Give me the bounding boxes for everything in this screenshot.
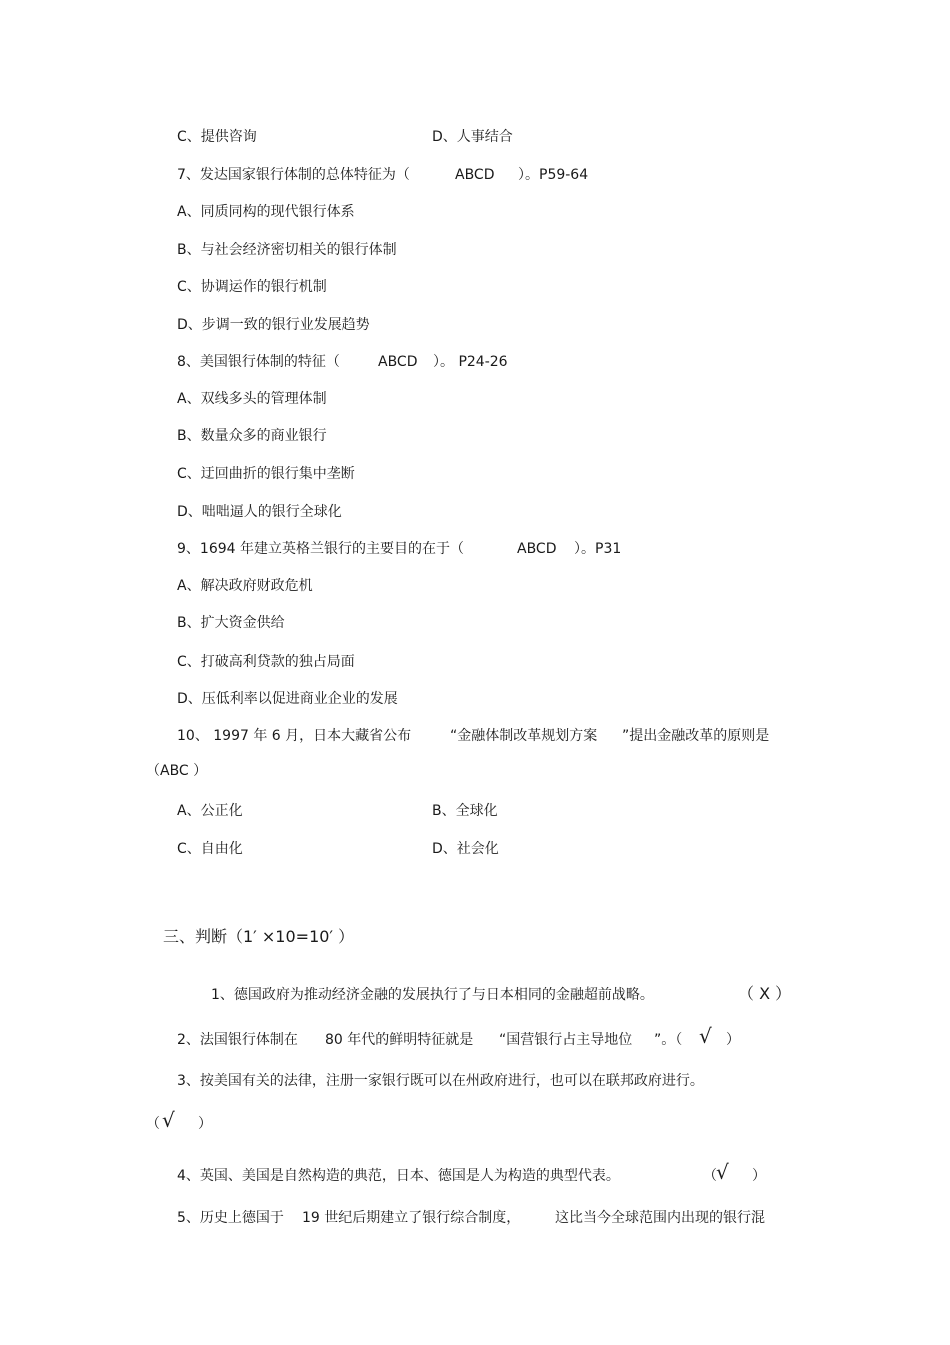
q10-answer: （ABC ） xyxy=(146,763,208,779)
q9-option-c: C、打破高利贷款的独占局面 xyxy=(177,654,355,670)
q9-stem: 9、1694 年建立英格兰银行的主要目的在于（ xyxy=(177,541,464,557)
q9-option-b: B、扩大资金供给 xyxy=(177,615,285,631)
q9-option-a: A、解决政府财政危机 xyxy=(177,578,313,594)
judge-2-tail: ”。（ xyxy=(654,1032,683,1048)
q7-option-a: A、同质同构的现代银行体系 xyxy=(177,204,355,220)
q9-answer: ABCD xyxy=(517,541,557,557)
q9-option-d: D、压低利率以促进商业企业的发展 xyxy=(177,691,398,707)
q7-option-d: D、步调一致的银行业发展趋势 xyxy=(177,317,370,333)
q10-quote: “金融体制改革规划方案 xyxy=(450,728,598,744)
judge-3-close: ） xyxy=(198,1116,212,1132)
judge-2-quote: “国营银行占主导地位 xyxy=(499,1032,633,1048)
q10-option-d: D、社会化 xyxy=(432,841,499,857)
judge-3-text: 3、按美国有关的法律，注册一家银行既可以在州政府进行，也可以在联邦政府进行。 xyxy=(177,1073,704,1089)
q10-option-c: C、自由化 xyxy=(177,841,243,857)
q7-stem: 7、发达国家银行体制的总体特征为（ xyxy=(177,167,410,183)
judge-1-text: 1、德国政府为推动经济金融的发展执行了与日本相同的金融超前战略。 xyxy=(211,987,654,1003)
judge-3-check-icon: √ xyxy=(162,1108,175,1132)
section-title: 三、判断（1′ ×10=10′ ） xyxy=(163,927,355,946)
judge-5-tail: 这比当今全球范围内出现的银行混 xyxy=(555,1210,765,1226)
q7-option-c: C、协调运作的银行机制 xyxy=(177,279,327,295)
q8-option-c: C、迂回曲折的银行集中垄断 xyxy=(177,466,355,482)
judge-4-check-icon: √ xyxy=(716,1160,729,1184)
q8-tail: ）。 P24-26 xyxy=(433,354,508,370)
q9-tail: ）。P31 xyxy=(574,541,622,557)
q8-option-a: A、双线多头的管理体制 xyxy=(177,391,327,407)
q6-option-c: C、提供咨询 xyxy=(177,129,257,145)
judge-2-stem: 2、法国银行体制在 xyxy=(177,1032,298,1048)
q10-option-a: A、公正化 xyxy=(177,803,243,819)
judge-4-text: 4、英国、美国是自然构造的典范，日本、德国是人为构造的典型代表。 xyxy=(177,1168,620,1184)
judge-4-open: （ xyxy=(703,1168,717,1184)
judge-5-year: 19 世纪后期建立了银行综合制度， xyxy=(302,1210,521,1226)
q10-option-b: B、全球化 xyxy=(432,803,498,819)
judge-4-close: ） xyxy=(752,1168,766,1184)
judge-2-close: ） xyxy=(726,1032,740,1048)
q7-tail: ）。P59-64 xyxy=(518,167,589,183)
q10-stem: 10、 1997 年 6 月，日本大藏省公布 xyxy=(177,728,412,744)
q7-option-b: B、与社会经济密切相关的银行体制 xyxy=(177,242,397,258)
judge-5-stem: 5、历史上德国于 xyxy=(177,1210,284,1226)
q6-option-d: D、人事结合 xyxy=(432,129,513,145)
judge-1-mark: （ X ） xyxy=(738,984,792,1003)
q8-stem: 8、美国银行体制的特征（ xyxy=(177,354,340,370)
q8-option-b: B、数量众多的商业银行 xyxy=(177,428,327,444)
judge-3-open: （ xyxy=(146,1116,160,1132)
q7-answer: ABCD xyxy=(455,167,495,183)
judge-2-year: 80 年代的鲜明特征就是 xyxy=(325,1032,474,1048)
judge-2-check-icon: √ xyxy=(699,1024,712,1048)
q8-answer: ABCD xyxy=(378,354,418,370)
q10-tail: ”提出金融改革的原则是 xyxy=(622,728,770,744)
q8-option-d: D、咄咄逼人的银行全球化 xyxy=(177,504,342,520)
